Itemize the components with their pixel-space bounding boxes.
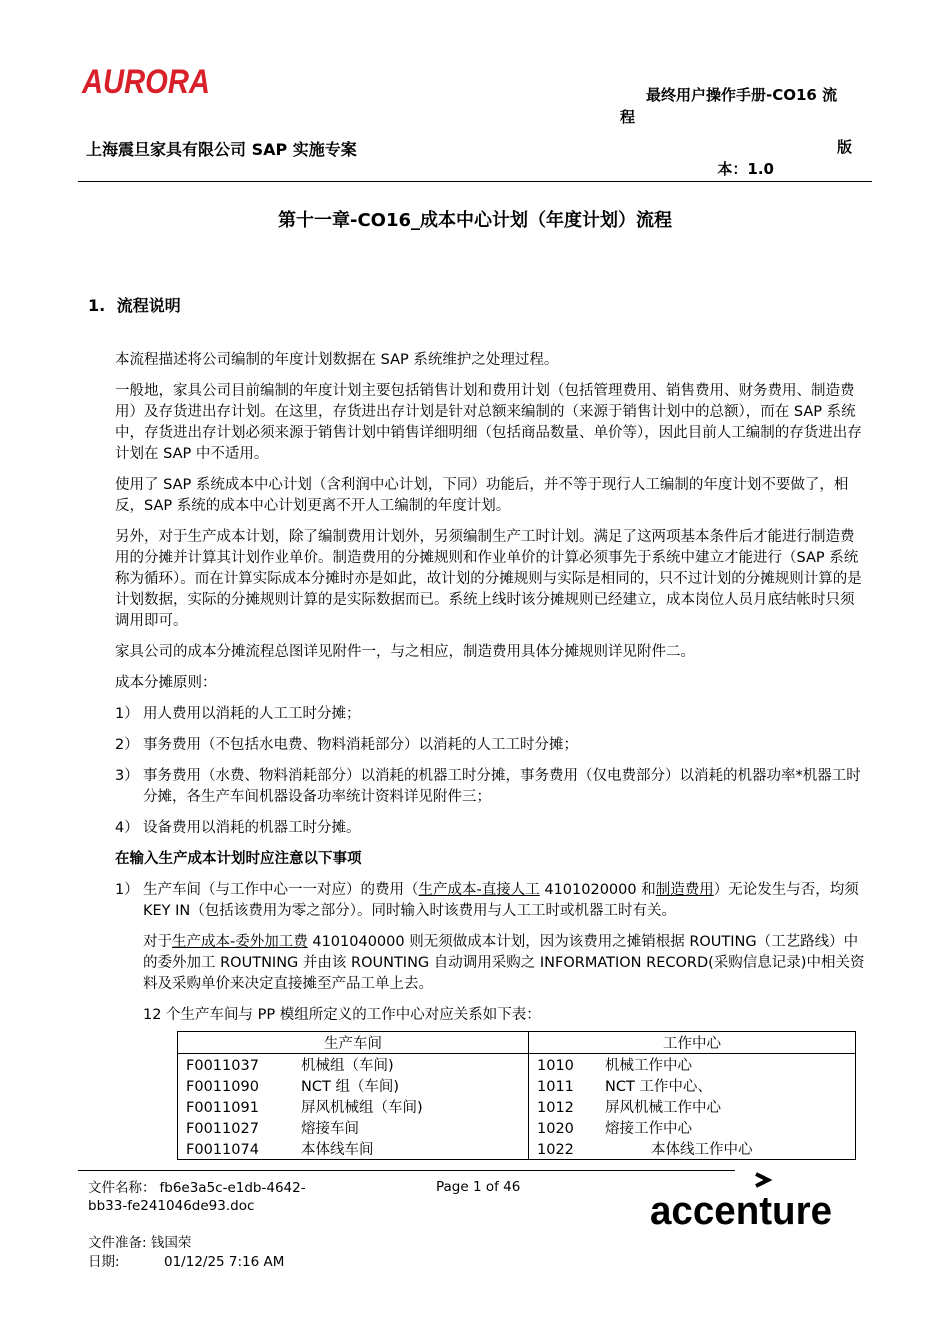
filename-line1: fb6e3a5c-e1db-4642- xyxy=(159,1180,306,1196)
header-divider xyxy=(78,181,872,182)
principle-number: 1） xyxy=(115,706,139,722)
workcenter-name: NCT 工作中心、 xyxy=(605,1079,712,1095)
table-row xyxy=(178,1054,856,1076)
page-number: Page 1 of 46 xyxy=(436,1179,521,1195)
note-number: 1） xyxy=(115,882,139,898)
workshop-name: 屏风机械组（车间) xyxy=(301,1100,423,1116)
doc-title: 最终用户操作手册-CO16 流程 xyxy=(620,86,838,126)
note-text-part: 对于 xyxy=(143,934,172,950)
principle-text: 事务费用（不包括水电费、物料消耗部分）以消耗的人工工时分摊； xyxy=(143,737,578,753)
workcenter-code: 1011 xyxy=(537,1079,574,1095)
project-name: 上海震旦家具有限公司 SAP 实施专案 xyxy=(86,140,357,159)
accenture-chevron-icon xyxy=(756,1174,768,1186)
workcenter-name: 本体线工作中心 xyxy=(651,1142,753,1158)
account-link-outsourcing[interactable]: 生产成本-委外加工费 xyxy=(172,934,308,950)
paragraph: 一般地，家具公司目前编制的年度计划主要包括销售计划和费用计划（包括管理费用、销售费用、财务费用、制造费用）及存货进出存计划。在这里，存货进出存计划是针对总额来编制的（来源于销售计划中的总额），而在 SAP 系统中，存货进出存计划必须来源于销售计划中销售详细明细（包括商品数量、单价等），因此目前人工编制的存货进出存计划在 SAP 中不适用。 xyxy=(115,383,862,462)
paragraph: 使用了 SAP 系统成本中心计划（含利润中心计划，下同）功能后，并不等于现行人工编制的年度计划不要做了，相反，SAP 系统的成本中心计划更离不开人工编制的年度计划。 xyxy=(115,477,849,514)
section-number: 1. xyxy=(88,296,106,315)
table-header-workcenter: 工作中心 xyxy=(529,1032,856,1054)
workshop-code: F0011091 xyxy=(186,1100,259,1116)
aurora-logo-text: AURORA xyxy=(81,63,210,101)
workshop-name: 熔接车间 xyxy=(301,1121,359,1137)
date-label: 日期: xyxy=(88,1254,120,1270)
paragraph: 家具公司的成本分摊流程总图详见附件一，与之相应，制造费用具体分摊规则详见附件二。 xyxy=(115,644,695,660)
table-row xyxy=(178,1117,856,1138)
filename-label: 文件名称： xyxy=(88,1180,156,1196)
version xyxy=(712,136,852,180)
principle-item xyxy=(115,704,865,725)
footer-date xyxy=(88,1253,284,1271)
principle-number: 4） xyxy=(115,820,139,836)
workcenter-code: 1020 xyxy=(537,1121,574,1137)
table-row xyxy=(178,1096,856,1117)
table-row xyxy=(178,1138,856,1160)
principle-text: 设备费用以消耗的机器工时分摊。 xyxy=(143,820,361,836)
workcenter-code: 1012 xyxy=(537,1100,574,1116)
workshop-name: 本体线车间 xyxy=(301,1142,374,1158)
principle-text: 事务费用（水费、物料消耗部分）以消耗的机器工时分摊，事务费用（仅电费部分）以消耗的机器功率*机器工时分摊，各生产车间机器设备功率统计资料详见附件三； xyxy=(143,768,861,805)
prepared-by: 钱国荣 xyxy=(150,1235,192,1251)
footer-divider xyxy=(78,1170,735,1171)
notes-heading: 在输入生产成本计划时应注意以下事项 xyxy=(115,851,362,867)
workcenter-code: 1022 xyxy=(537,1142,574,1158)
version-value: 本：1.0 xyxy=(717,160,774,178)
filename-line2: bb33-fe241046de93.doc xyxy=(88,1198,255,1214)
table-row xyxy=(178,1075,856,1096)
principle-text: 用人费用以消耗的人工工时分摊； xyxy=(143,706,361,722)
note-item xyxy=(115,880,865,922)
footer-prepared xyxy=(88,1234,191,1252)
note-text-part: 4101040000 则无须做成本计划，因为该费用之摊销根据 ROUTING（工艺路线）中的委外加工 ROUTNING 并由该 ROUNTING 自动调用采购之 INFORMATION RECORD(采购信息记录)中相关资料及采购单价来决定直接摊至产品工单上去。 xyxy=(143,934,865,992)
workshop-name: 机械组（车间) xyxy=(301,1058,394,1074)
paragraph: 本流程描述将公司编制的年度计划数据在 SAP 系统维护之处理过程。 xyxy=(115,352,559,368)
principle-item xyxy=(115,735,865,756)
table-header-row xyxy=(178,1032,856,1054)
workshop-code: F0011037 xyxy=(186,1058,259,1074)
prepared-label: 文件准备: xyxy=(88,1235,147,1251)
footer-filename xyxy=(88,1179,328,1215)
note-text xyxy=(143,880,865,922)
accenture-logo xyxy=(648,1170,838,1236)
paragraph: 成本分摊原则： xyxy=(115,675,217,691)
account-link-manufacturing-overhead[interactable]: 制造费用 xyxy=(655,882,714,898)
principle-number: 2） xyxy=(115,737,139,753)
workshop-name: NCT 组（车间) xyxy=(301,1079,400,1095)
note-text-part: ）无论发生与否，均须 KEY IN（包括该费用为零之部分）。同时输入时该费用与人工工时或机器工时有关。 xyxy=(143,882,859,919)
workcenter-name: 屏风机械工作中心 xyxy=(605,1100,721,1116)
workshop-code: F0011027 xyxy=(186,1121,259,1137)
date-value: 01/12/25 7:16 AM xyxy=(164,1254,285,1270)
principle-item xyxy=(115,766,865,808)
table-header-workshop: 生产车间 xyxy=(178,1032,529,1054)
version-label: 版 xyxy=(836,138,852,156)
principle-number: 3） xyxy=(115,768,139,784)
chapter-title: 第十一章-CO16_成本中心计划（年度计划）流程 xyxy=(277,210,673,231)
table-intro: 12 个生产车间与 PP 模组所定义的工作中心对应关系如下表： xyxy=(143,1007,541,1023)
principle-item xyxy=(115,818,865,839)
workcenter-code: 1010 xyxy=(537,1058,574,1074)
section-title: 流程说明 xyxy=(116,296,181,315)
body-content xyxy=(115,350,865,1036)
note-paragraph xyxy=(143,932,865,995)
aurora-logo xyxy=(82,64,212,102)
account-link-direct-labor[interactable]: 生产成本-直接人工 xyxy=(418,882,540,898)
workcenter-table xyxy=(177,1031,856,1160)
workshop-code: F0011074 xyxy=(186,1142,259,1158)
note-text-part: 生产车间（与工作中心一一对应）的费用（ xyxy=(143,882,419,898)
workshop-code: F0011090 xyxy=(186,1079,259,1095)
paragraph: 另外，对于生产成本计划，除了编制费用计划外，另须编制生产工时计划。满足了这两项基本条件后才能进行制造费用的分摊并计算其计划作业单价。制造费用的分摊规则和作业单价的计算必须事先于系统中建立才能进行（SAP 系统称为循环）。而在计算实际成本分摊时亦是如此，故计划的分摊规则与实际是相同的，只不过计划的分摊规则计算的是计划数据，实际的分摊规则计算的是实际数据而已。系统上线时该分摊规则已经建立，成本岗位人员月底结帐时只须调用即可。 xyxy=(115,529,862,629)
workcenter-name: 机械工作中心 xyxy=(605,1058,692,1074)
section-heading xyxy=(88,293,181,316)
accenture-logo-text: accenture xyxy=(650,1189,832,1233)
note-text-part: 4101020000 和 xyxy=(539,882,656,898)
workcenter-name: 熔接工作中心 xyxy=(605,1121,692,1137)
